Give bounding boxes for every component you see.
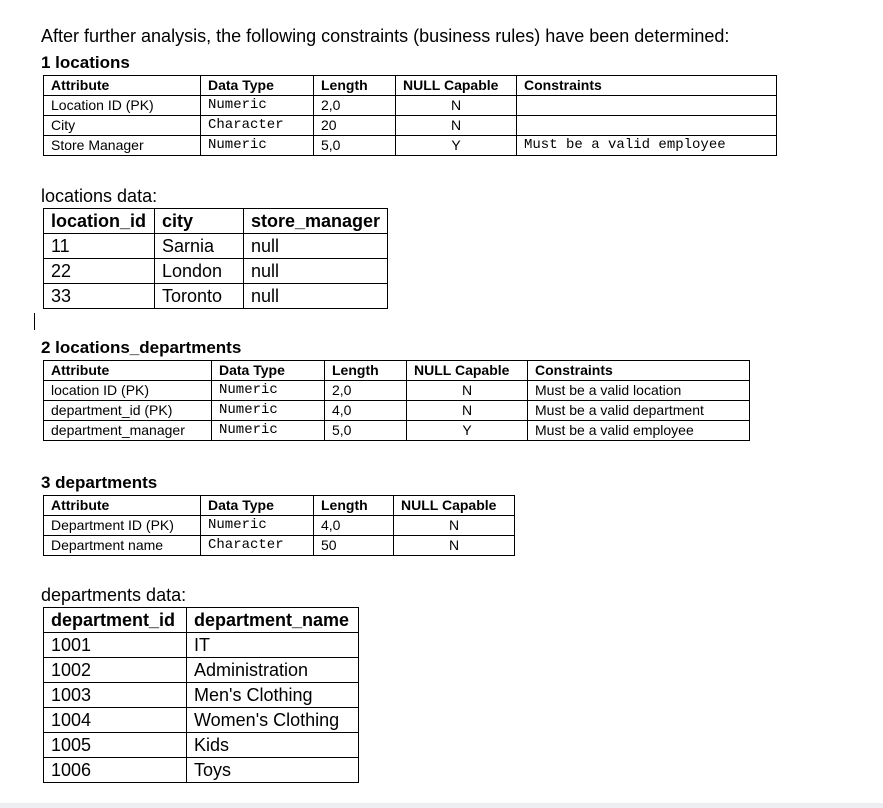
cell-department-id: 1005 — [44, 733, 187, 758]
column-header: Data Type — [201, 496, 314, 516]
cell-data-type: Numeric — [201, 516, 314, 536]
cell-constraints: Must be a valid employee — [528, 421, 750, 441]
cell-city: Toronto — [155, 284, 244, 309]
cell-null-capable: N — [407, 381, 528, 401]
cell-null-capable: Y — [396, 136, 517, 156]
table-row — [44, 536, 515, 556]
column-header: Data Type — [212, 361, 325, 381]
table-row — [44, 259, 388, 284]
column-header: Constraints — [528, 361, 750, 381]
intro-text: After further analysis, the following constraints (business rules) have been determined: — [41, 26, 730, 46]
table-row — [44, 381, 750, 401]
column-header: Data Type — [201, 76, 314, 96]
cell-length: 50 — [314, 536, 394, 556]
table-row — [44, 683, 359, 708]
cell-constraints — [517, 116, 777, 136]
column-header: NULL Capable — [396, 76, 517, 96]
cell-constraints: Must be a valid department — [528, 401, 750, 421]
table-header-row — [44, 496, 515, 516]
cell-attribute: department_manager — [44, 421, 212, 441]
column-header: location_id — [44, 209, 155, 234]
departments-data-table — [43, 607, 359, 783]
table-row — [44, 733, 359, 758]
cell-attribute: Location ID (PK) — [44, 96, 201, 116]
cell-attribute: department_id (PK) — [44, 401, 212, 421]
cell-data-type: Character — [201, 536, 314, 556]
table-row — [44, 516, 515, 536]
departments-data-label: departments data: — [41, 585, 187, 605]
table-row — [44, 401, 750, 421]
column-header: Length — [325, 361, 407, 381]
table-row — [44, 421, 750, 441]
table-row — [44, 633, 359, 658]
cell-data-type: Numeric — [212, 401, 325, 421]
cell-department-id: 1006 — [44, 758, 187, 783]
cell-attribute: Store Manager — [44, 136, 201, 156]
cell-department-name: IT — [187, 633, 359, 658]
section-title-locations-departments: 2 locations_departments — [41, 338, 242, 357]
section-title-locations: 1 locations — [41, 53, 130, 72]
cell-department-id: 1001 — [44, 633, 187, 658]
section-title-departments: 3 departments — [41, 473, 158, 492]
cell-department-name: Toys — [187, 758, 359, 783]
cell-length: 2,0 — [314, 96, 396, 116]
cell-department-id: 1003 — [44, 683, 187, 708]
column-header: Attribute — [44, 76, 201, 96]
table-row — [44, 234, 388, 259]
cell-constraints — [517, 96, 777, 116]
cell-location-id: 22 — [44, 259, 155, 284]
cell-location-id: 11 — [44, 234, 155, 259]
table-header-row — [44, 76, 777, 96]
cell-store-manager: null — [244, 234, 388, 259]
cell-store-manager: null — [244, 284, 388, 309]
cell-null-capable: N — [394, 536, 515, 556]
table-header-row — [44, 361, 750, 381]
column-header: department_id — [44, 608, 187, 633]
cell-length: 4,0 — [314, 516, 394, 536]
cell-constraints: Must be a valid location — [528, 381, 750, 401]
column-header: NULL Capable — [394, 496, 515, 516]
cell-department-name: Kids — [187, 733, 359, 758]
text-cursor — [34, 313, 35, 330]
cell-constraints: Must be a valid employee — [517, 136, 777, 156]
cell-department-id: 1002 — [44, 658, 187, 683]
bottom-edge — [0, 803, 883, 808]
column-header: store_manager — [244, 209, 388, 234]
cell-null-capable: N — [396, 116, 517, 136]
cell-length: 5,0 — [325, 421, 407, 441]
cell-data-type: Numeric — [212, 421, 325, 441]
locations-data-table — [43, 208, 388, 309]
column-header: Constraints — [517, 76, 777, 96]
table-row — [44, 708, 359, 733]
table-row — [44, 758, 359, 783]
cell-null-capable: N — [394, 516, 515, 536]
cell-null-capable: N — [396, 96, 517, 116]
column-header: Length — [314, 76, 396, 96]
departments-schema-table — [43, 495, 515, 556]
table-row — [44, 116, 777, 136]
cell-null-capable: N — [407, 401, 528, 421]
locations-departments-schema-table — [43, 360, 750, 441]
cell-data-type: Numeric — [201, 96, 314, 116]
column-header: city — [155, 209, 244, 234]
column-header: Length — [314, 496, 394, 516]
cell-department-id: 1004 — [44, 708, 187, 733]
cell-department-name: Administration — [187, 658, 359, 683]
table-header-row — [44, 608, 359, 633]
table-row — [44, 96, 777, 116]
cell-city: London — [155, 259, 244, 284]
cell-data-type: Character — [201, 116, 314, 136]
cell-length: 2,0 — [325, 381, 407, 401]
cell-data-type: Numeric — [212, 381, 325, 401]
locations-data-label: locations data: — [41, 186, 158, 206]
locations-schema-table — [43, 75, 777, 156]
table-header-row — [44, 209, 388, 234]
table-row — [44, 136, 777, 156]
cell-store-manager: null — [244, 259, 388, 284]
cell-location-id: 33 — [44, 284, 155, 309]
column-header: Attribute — [44, 496, 201, 516]
cell-length: 4,0 — [325, 401, 407, 421]
table-row — [44, 658, 359, 683]
cell-length: 5,0 — [314, 136, 396, 156]
cell-attribute: location ID (PK) — [44, 381, 212, 401]
cell-department-name: Men's Clothing — [187, 683, 359, 708]
cell-length: 20 — [314, 116, 396, 136]
column-header: Attribute — [44, 361, 212, 381]
cell-data-type: Numeric — [201, 136, 314, 156]
cell-city: Sarnia — [155, 234, 244, 259]
cell-attribute: Department ID (PK) — [44, 516, 201, 536]
cell-attribute: City — [44, 116, 201, 136]
cell-department-name: Women's Clothing — [187, 708, 359, 733]
column-header: NULL Capable — [407, 361, 528, 381]
table-row — [44, 284, 388, 309]
cell-attribute: Department name — [44, 536, 201, 556]
column-header: department_name — [187, 608, 359, 633]
cell-null-capable: Y — [407, 421, 528, 441]
